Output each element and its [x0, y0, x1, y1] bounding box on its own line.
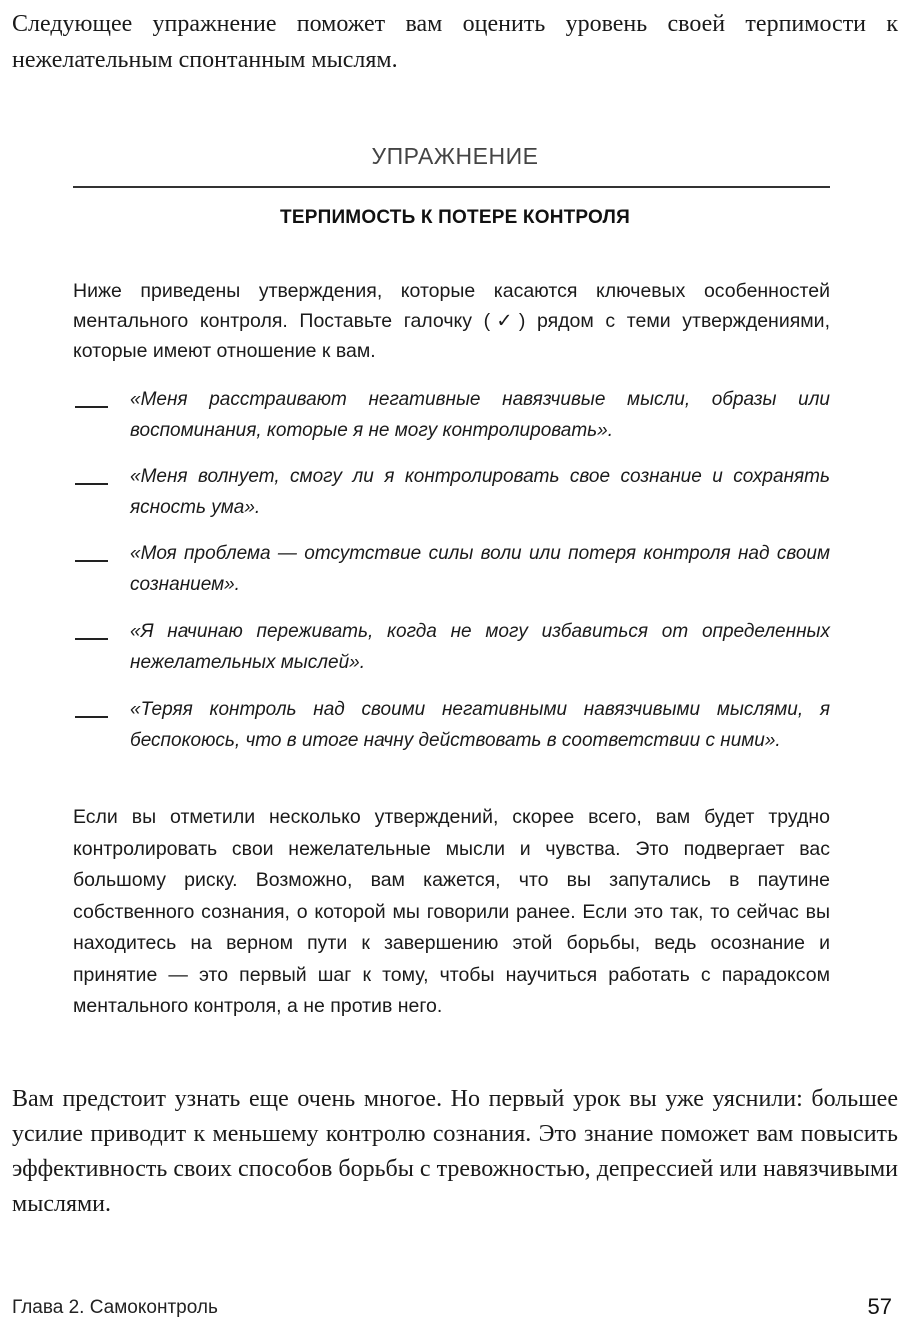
exercise-label: УПРАЖНЕНИЕ: [371, 143, 539, 169]
intro-paragraph: Следующее упражнение поможет вам оценить уровень своей терпимости к нежелательным спонтанным мыслям.: [12, 11, 898, 73]
exercise-divider: [73, 186, 830, 188]
footer-chapter-title: Глава 2. Самоконтроль: [12, 1297, 218, 1318]
exercise-title: ТЕРПИМОСТЬ К ПОТЕРЕ КОНТРОЛЯ: [280, 207, 630, 228]
closing-paragraph: Вам предстоит узнать еще очень многое. Но первый урок вы уже уяснили: большее усилие приводит к меньшему контролю сознания. Это знание поможет вам повысить эффективность своих способов борьбы с тревожностью, депрессией или навязчивыми мыслями.: [12, 1086, 898, 1217]
statement-text: «Я начинаю переживать, когда не могу избавиться от определенных нежелательных мыслей».: [130, 621, 830, 673]
statement-item: [75, 694, 830, 756]
statement-item: [75, 616, 830, 678]
statement-text: «Меня расстраивают негативные навязчивые мысли, образы или воспоминания, которые я не могу контролировать».: [130, 389, 830, 441]
exercise-conclusion: Если вы отметили несколько утверждений, скорее всего, вам будет трудно контролировать свои нежелательные мысли и чувства. Это подвергает вас большому риску. Возможно, вам кажется, что вы запутались в паутине собственного сознания, о которой мы говорили ранее. Если это так, то сейчас вы находитесь на верном пути к завершению этой борьбы, ведь осознание и принятие — это первый шаг к тому, чтобы научиться работать с парадоксом ментального контроля, а не против него.: [73, 806, 830, 1017]
checkbox-blank[interactable]: [75, 638, 108, 640]
checkbox-blank[interactable]: [75, 406, 108, 408]
checkbox-blank[interactable]: [75, 483, 108, 485]
checkbox-blank[interactable]: [75, 560, 108, 562]
statement-item: [75, 538, 830, 600]
checkbox-blank[interactable]: [75, 716, 108, 718]
statement-text: «Теряя контроль над своими негативными навязчивыми мыслями, я беспокоюсь, что в итоге начну действовать в соответствии с ними».: [130, 699, 830, 751]
statement-text: «Моя проблема — отсутствие силы воли или потеря контроля над своим сознанием».: [130, 543, 830, 595]
statement-item: [75, 461, 830, 523]
statement-item: [75, 384, 830, 446]
exercise-instructions: Ниже приведены утверждения, которые касаются ключевых особенностей ментального контроля. Поставьте галочку (✓) рядом с теми утверждениями, которые имеют отношение к вам.: [73, 280, 830, 362]
page-number: 57: [867, 1294, 892, 1319]
statement-text: «Меня волнует, смогу ли я контролировать свое сознание и сохранять ясность ума».: [130, 466, 830, 518]
